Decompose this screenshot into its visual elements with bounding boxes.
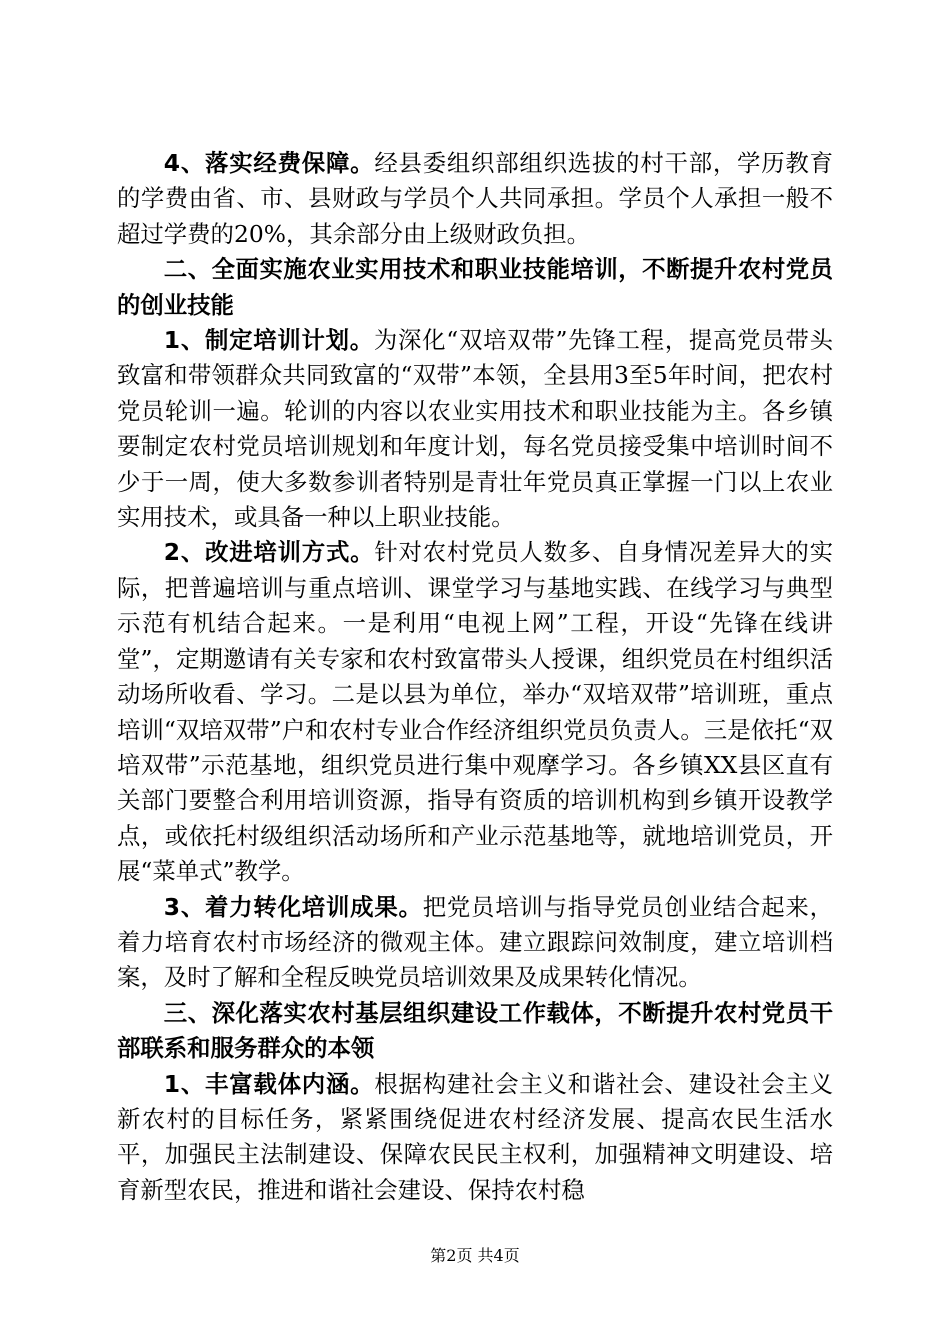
paragraph-training-plan — [117, 323, 833, 535]
section-heading-2: 二、全面实施农业实用技术和职业技能培训，不断提升农村党员的创业技能 — [117, 255, 833, 319]
paragraph-text: 根据构建社会主义和谐社会、建设社会主义新农村的目标任务，紧紧围绕促进农村经济发展、提高农民生活水平，加强民主法制建设、保障农民民主权利，加强精神文明建设、培育新型农民，推进和谐社会建设、保持农村稳 — [117, 1069, 833, 1204]
paragraph-lead: 1、丰富载体内涵。 — [163, 1069, 375, 1098]
paragraph-funding — [117, 146, 833, 252]
paragraph-text: 针对农村党员人数多、自身情况差异大的实际，把普遍培训与重点培训、课堂学习与基地实践、在线学习与典型示范有机结合起来。一是利用“电视上网”工程，开设“先锋在线讲堂”，定期邀请有关专家和农村致富带头人授课，组织党员在村组织活动场所收看、学习。二是以县为单位，举办“双培双带”培训班，重点培训“双培双带”户和农村专业合作经济组织党员负责人。三是依托“双培双带”示范基地，组织党员进行集中观摩学习。各乡镇XX县区直有关部门要整合利用培训资源，指导有资质的培训机构到乡镇开设教学点，或依托村级组织活动场所和产业示范基地等，就地培训党员，开展“菜单式”教学。 — [117, 538, 833, 886]
paragraph-text: 为深化“双培双带”先锋工程，提高党员带头致富和带领群众共同致富的“双带”本领，全县用3至5年时间，把农村党员轮训一遍。轮训的内容以农业实用技术和职业技能为主。各乡镇要制定农村党员培训规划和年度计划，每名党员接受集中培训时间不少于一周，使大多数参训者特别是青壮年党员真正掌握一门以上农业实用技术，或具备一种以上职业技能。 — [117, 326, 833, 532]
paragraph-lead: 1、制定培训计划。 — [163, 326, 374, 355]
paragraph-lead: 4、落实经费保障。 — [163, 149, 375, 177]
section-heading-3: 三、深化落实农村基层组织建设工作载体，不断提升农村党员干部联系和服务群众的本领 — [117, 998, 833, 1063]
page-number-footer: 第2页 共4页 — [430, 1246, 520, 1265]
paragraph-lead: 2、改进培训方式。 — [163, 538, 375, 567]
paragraph-training-method — [117, 535, 833, 889]
paragraph-text: 把党员培训与指导党员创业结合起来，着力培育农村市场经济的微观主体。建立跟踪问效制度，建立培训档案，及时了解和全程反映党员培训效果及成果转化情况。 — [117, 892, 833, 992]
document-body — [117, 146, 833, 1208]
paragraph-carrier-content — [117, 1067, 833, 1209]
paragraph-lead: 3、着力转化培训成果。 — [163, 892, 423, 921]
paragraph-training-results — [117, 890, 833, 996]
paragraph-text: 经县委组织部组织选拔的村干部，学历教育的学费由省、市、县财政与学员个人共同承担。学员个人承担一般不超过学费的20%，其余部分由上级财政负担。 — [117, 149, 833, 248]
